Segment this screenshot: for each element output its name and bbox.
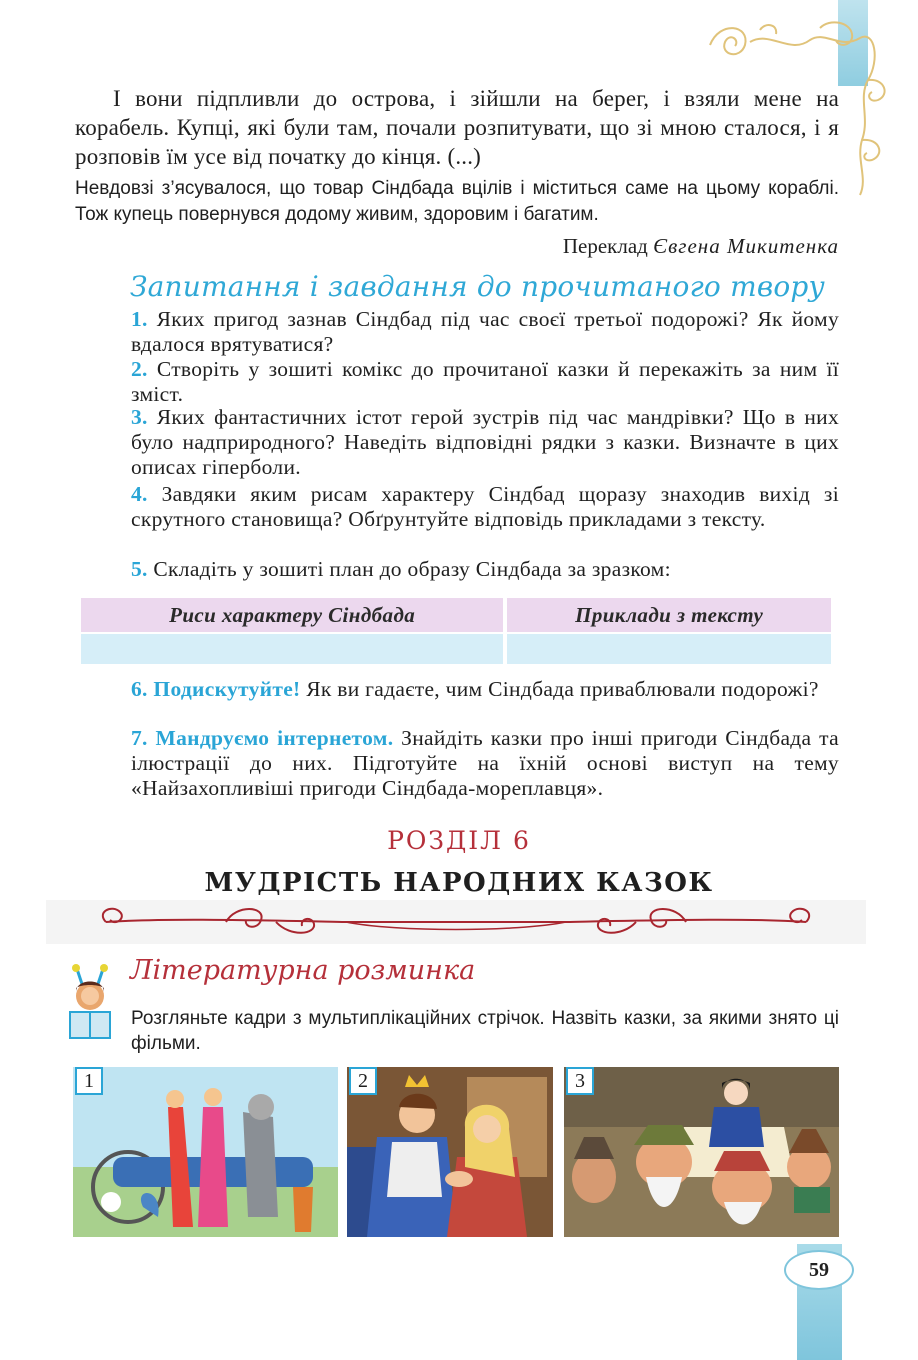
section-label: РОЗДІЛ 6	[387, 826, 531, 855]
question-text: Знайдіть казки про інші пригоди Сіндбада та ілюстрації до них. Підготуйте на їхній основі виступ на тему «Найзахопливіші пригоди Сіндбада-мореплавця».	[131, 726, 839, 800]
question-4	[131, 482, 839, 532]
question-number: 1.	[131, 307, 148, 331]
cartoon-frame-1	[73, 1067, 338, 1237]
question-number: 7.	[131, 726, 148, 750]
cartoon-frame-3	[564, 1067, 839, 1237]
question-number: 2.	[131, 357, 148, 381]
frame-number-badge: 2	[349, 1067, 377, 1095]
question-number: 6.	[131, 677, 148, 701]
question-number: 5.	[131, 557, 148, 581]
translation-prefix: Переклад	[562, 234, 648, 258]
table-cell-empty	[81, 634, 503, 664]
question-6	[131, 677, 839, 702]
warmup-text: Розгляньте кадри з мультиплікаційних стрічок. Назвіть казки, за якими знято ці фільми.	[131, 1008, 839, 1054]
section-title: МУДРІСТЬ НАРОДНИХ КАЗОК	[204, 868, 714, 898]
question-5	[131, 557, 839, 582]
question-text: Яких фантастичних істот герой зустрів під час мандрівки? Що в них було надприродного? Наведіть відповідні рядки з казки. Визначте в цих описах гіперболи.	[131, 405, 839, 479]
story-paragraph-1: І вони підпливли до острова, і зійшли на берег, і взяли мене на корабель. Купці, які були там, почали розпитувати, що зі мною сталося, і я розповів їм усе від початку до кінця. (...)	[75, 86, 839, 169]
question-highlight: Подискутуйте!	[153, 677, 301, 701]
question-7	[131, 726, 839, 801]
plan-table	[77, 596, 835, 666]
question-text: Складіть у зошиті план до образу Сіндбада за зразком:	[153, 557, 671, 581]
story-paragraph-2: Невдовзі з’ясувалося, що товар Сіндбада вцілів і міститься саме на цьому кораблі. Тож купець повернувся додому живим, здоровим і багатим.	[75, 178, 839, 225]
reading-girl-icon	[66, 962, 114, 1044]
question-text: Як ви гадаєте, чим Сіндбада приваблювали подорожі?	[306, 677, 819, 701]
question-text: Створіть у зошиті комікс до прочитаної казки й перекажіть за ним її зміст.	[131, 357, 839, 406]
page-number: 59	[784, 1250, 854, 1290]
question-2	[131, 357, 839, 407]
warmup-heading: Літературна розминка	[130, 955, 476, 986]
question-text: Завдяки яким рисам характеру Сіндбад щоразу знаходив вихід зі скрутного становища? Обґрунтуйте відповідь прикладами з тексту.	[131, 482, 839, 531]
question-number: 3.	[131, 405, 148, 429]
cartoon-frame-2	[347, 1067, 553, 1237]
table-header-examples: Приклади з тексту	[507, 598, 831, 632]
table-header-traits: Риси характеру Сіндбада	[81, 598, 503, 632]
frame-number-badge: 3	[566, 1067, 594, 1095]
translator-name: Євгена Микитенка	[653, 234, 839, 258]
question-text: Яких пригод зазнав Сіндбад під час своєї третьої подорожі? Як йому вдалося врятуватися?	[131, 307, 839, 356]
question-1	[131, 307, 839, 357]
question-3	[131, 405, 839, 480]
flourish-divider	[46, 898, 866, 946]
translation-credit	[75, 234, 839, 259]
table-cell-empty	[507, 634, 831, 664]
question-number: 4.	[131, 482, 148, 506]
question-highlight: Мандруємо інтернетом.	[155, 726, 394, 750]
questions-heading: Запитання і завдання до прочитаного твору	[130, 270, 825, 303]
frame-number-badge: 1	[75, 1067, 103, 1095]
